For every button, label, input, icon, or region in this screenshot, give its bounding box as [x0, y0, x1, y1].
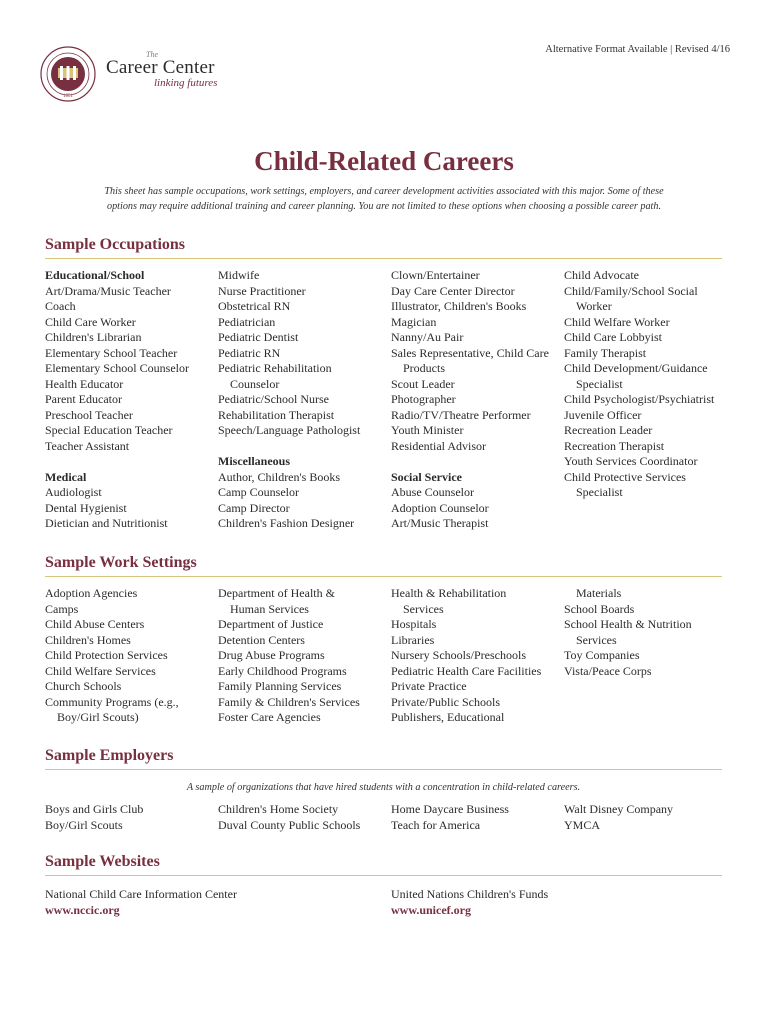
list-item: Magician	[391, 314, 437, 329]
list-item: Art/Drama/Music Teacher	[45, 283, 171, 298]
list-item: Adoption Agencies	[45, 586, 138, 600]
list-item: Pediatric RN	[218, 345, 281, 360]
list-item: Camp Counselor	[218, 485, 299, 499]
format-revision-note: Alternative Format Available | Revised 4/16	[545, 44, 730, 55]
list-item: Midwife	[218, 268, 260, 282]
list-item: Child Protection Services	[45, 648, 168, 662]
list-item: Adoption Counselor	[391, 500, 489, 515]
list-item: Materials	[576, 586, 622, 600]
list-item: Elementary School Teacher	[45, 345, 178, 360]
list-item: Children's Homes	[45, 632, 131, 647]
list-item: School Health & Nutrition	[564, 617, 692, 631]
list-item: Child Welfare Worker	[564, 314, 670, 329]
list-item: Art/Music Therapist	[391, 516, 489, 530]
brand-name: Career Center	[106, 57, 215, 78]
list-item: Toy Companies	[564, 648, 640, 662]
list-item: Family & Children's Services	[218, 694, 360, 709]
list-item: Obstetrical RN	[218, 299, 291, 313]
list-item: Coach	[45, 299, 76, 313]
website-link[interactable]: www.nccic.org	[45, 902, 120, 917]
list-item: Foster Care Agencies	[218, 710, 321, 724]
list-item: Children's Home Society	[218, 802, 339, 816]
employers-column	[391, 802, 563, 833]
list-item: Youth Services Coordinator	[564, 454, 698, 468]
website-name: United Nations Children's Funds	[391, 887, 549, 901]
list-item: Camps	[45, 601, 79, 616]
list-item: Libraries	[391, 632, 435, 647]
list-item: Radio/TV/Theatre Performer	[391, 407, 531, 422]
list-spacer	[218, 439, 390, 455]
website-link[interactable]: www.unicef.org	[391, 902, 471, 917]
list-item: Child Welfare Services	[45, 663, 156, 678]
list-item: Child/Family/School Social	[564, 283, 698, 298]
work-settings-column	[45, 586, 217, 726]
list-item: Children's Fashion Designer	[218, 516, 355, 530]
list-spacer	[45, 454, 217, 470]
list-item: Child Psychologist/Psychiatrist	[564, 392, 715, 406]
page-header	[40, 40, 730, 100]
list-item: Counselor	[230, 376, 280, 391]
list-item: Speech/Language Pathologist	[218, 423, 361, 437]
list-item: Child Abuse Centers	[45, 617, 145, 631]
list-item: Duval County Public Schools	[218, 817, 361, 832]
subcategory-heading: Miscellaneous	[218, 454, 290, 468]
section-heading-work-settings: Sample Work Settings	[45, 554, 722, 577]
list-item: Youth Minister	[391, 423, 464, 437]
subcategory-heading: Social Service	[391, 469, 462, 484]
list-item: Pediatric Health Care Facilities	[391, 663, 542, 678]
list-item: Health Educator	[45, 376, 124, 391]
list-item: Department of Health &	[218, 586, 335, 600]
list-item: Early Childhood Programs	[218, 663, 347, 678]
list-item: Services	[403, 601, 444, 616]
list-item: Day Care Center Director	[391, 283, 515, 298]
list-item: Department of Justice	[218, 617, 324, 631]
list-item: Elementary School Counselor	[45, 361, 189, 375]
list-item: Services	[576, 632, 617, 647]
intro-text: This sheet has sample occupations, work settings, employers, and career development activities associated with this major. Some of these options may require additional training and career planning. You are not limited to these options when choosing a possible career path.	[104, 186, 664, 212]
list-item: Hospitals	[391, 617, 437, 631]
section-heading-employers: Sample Employers	[45, 747, 722, 770]
section-heading-websites: Sample Websites	[45, 853, 722, 876]
list-item: Specialist	[576, 485, 623, 499]
list-item: Dietician and Nutritionist	[45, 516, 168, 530]
list-item: Scout Leader	[391, 376, 455, 391]
occupations-column	[218, 268, 390, 532]
list-item: Health & Rehabilitation	[391, 586, 507, 600]
list-item: Illustrator, Children's Books	[391, 299, 527, 313]
list-item: Pediatric Dentist	[218, 330, 299, 344]
list-item: Worker	[576, 299, 612, 313]
list-item: Child Development/Guidance	[564, 361, 708, 375]
list-item: Child Care Worker	[45, 314, 136, 329]
list-item: Community Programs (e.g.,	[45, 694, 179, 709]
list-item: Abuse Counselor	[391, 485, 474, 499]
list-item: Publishers, Educational	[391, 710, 505, 724]
list-item: Special Education Teacher	[45, 423, 173, 437]
list-item: Boy/Girl Scouts	[45, 817, 123, 832]
work-settings-column	[218, 586, 390, 726]
list-item: Parent Educator	[45, 392, 122, 406]
work-settings-columns	[45, 586, 735, 731]
employers-column	[218, 802, 390, 833]
list-item: Preschool Teacher	[45, 407, 133, 422]
list-item: Pediatrician	[218, 314, 276, 329]
employers-column	[45, 802, 217, 833]
list-item: Human Services	[230, 601, 309, 616]
employers-columns	[45, 802, 735, 834]
subcategory-heading: Medical	[45, 469, 87, 484]
list-item: Boy/Girl Scouts)	[57, 710, 139, 724]
occupations-columns	[45, 268, 735, 538]
list-item: Private/Public Schools	[391, 694, 500, 709]
list-item: Child Protective Services	[564, 469, 686, 484]
employers-note: A sample of organizations that have hired students with a concentration in child-related careers.	[186, 782, 581, 793]
list-item: School Boards	[564, 601, 635, 616]
list-item: Walt Disney Company	[564, 802, 674, 816]
list-item: Nurse Practitioner	[218, 283, 306, 298]
list-item: Specialist	[576, 376, 623, 391]
list-item: Private Practice	[391, 679, 467, 693]
work-settings-column	[391, 586, 563, 726]
page-title: Child-Related Careers	[254, 146, 514, 176]
subcategory-heading: Educational/School	[45, 268, 145, 282]
list-item: Pediatric/School Nurse	[218, 392, 329, 406]
brand-tagline: linking futures	[154, 77, 218, 89]
list-spacer	[391, 454, 563, 470]
occupations-column	[564, 268, 736, 501]
list-item: Products	[403, 361, 445, 375]
list-item: Home Daycare Business	[391, 802, 509, 816]
section-heading-occupations: Sample Occupations	[45, 236, 722, 259]
employers-column	[564, 802, 736, 833]
list-item: YMCA	[564, 817, 601, 832]
list-item: Child Care Lobbyist	[564, 330, 662, 344]
seal-year: 1851	[63, 94, 73, 99]
list-item: Family Therapist	[564, 345, 647, 360]
websites-columns	[45, 887, 735, 919]
list-item: Church Schools	[45, 679, 122, 693]
website-entry	[45, 887, 385, 918]
list-item: Recreation Therapist	[564, 438, 665, 453]
list-item: Nursery Schools/Preschools	[391, 648, 526, 662]
list-item: Family Planning Services	[218, 679, 342, 693]
list-item: Sales Representative, Child Care	[391, 345, 549, 360]
list-item: Nanny/Au Pair	[391, 330, 464, 344]
list-item: Vista/Peace Corps	[564, 663, 652, 678]
list-item: Juvenile Officer	[564, 407, 642, 422]
website-name: National Child Care Information Center	[45, 887, 237, 901]
list-item: Clown/Entertainer	[391, 268, 480, 282]
list-item: Photographer	[391, 392, 456, 406]
list-item: Audiologist	[45, 485, 102, 499]
occupations-column	[45, 268, 217, 532]
university-seal-icon	[40, 46, 96, 102]
website-entry	[391, 887, 731, 918]
list-item: Child Advocate	[564, 268, 639, 282]
list-item: Pediatric Rehabilitation	[218, 361, 332, 375]
list-item: Detention Centers	[218, 632, 305, 647]
list-item: Teacher Assistant	[45, 438, 130, 453]
list-item: Author, Children's Books	[218, 469, 341, 484]
work-settings-column	[564, 586, 736, 679]
list-item: Teach for America	[391, 817, 481, 832]
list-item: Camp Director	[218, 500, 290, 515]
list-item: Boys and Girls Club	[45, 802, 144, 816]
list-item: Children's Librarian	[45, 330, 142, 344]
list-item: Drug Abuse Programs	[218, 648, 325, 662]
list-item: Recreation Leader	[564, 423, 653, 437]
list-item: Residential Advisor	[391, 438, 486, 453]
career-center-logo	[106, 50, 217, 89]
occupations-column	[391, 268, 563, 532]
list-item: Dental Hygienist	[45, 500, 127, 515]
brand-the: The	[146, 50, 158, 59]
list-item: Rehabilitation Therapist	[218, 407, 335, 422]
